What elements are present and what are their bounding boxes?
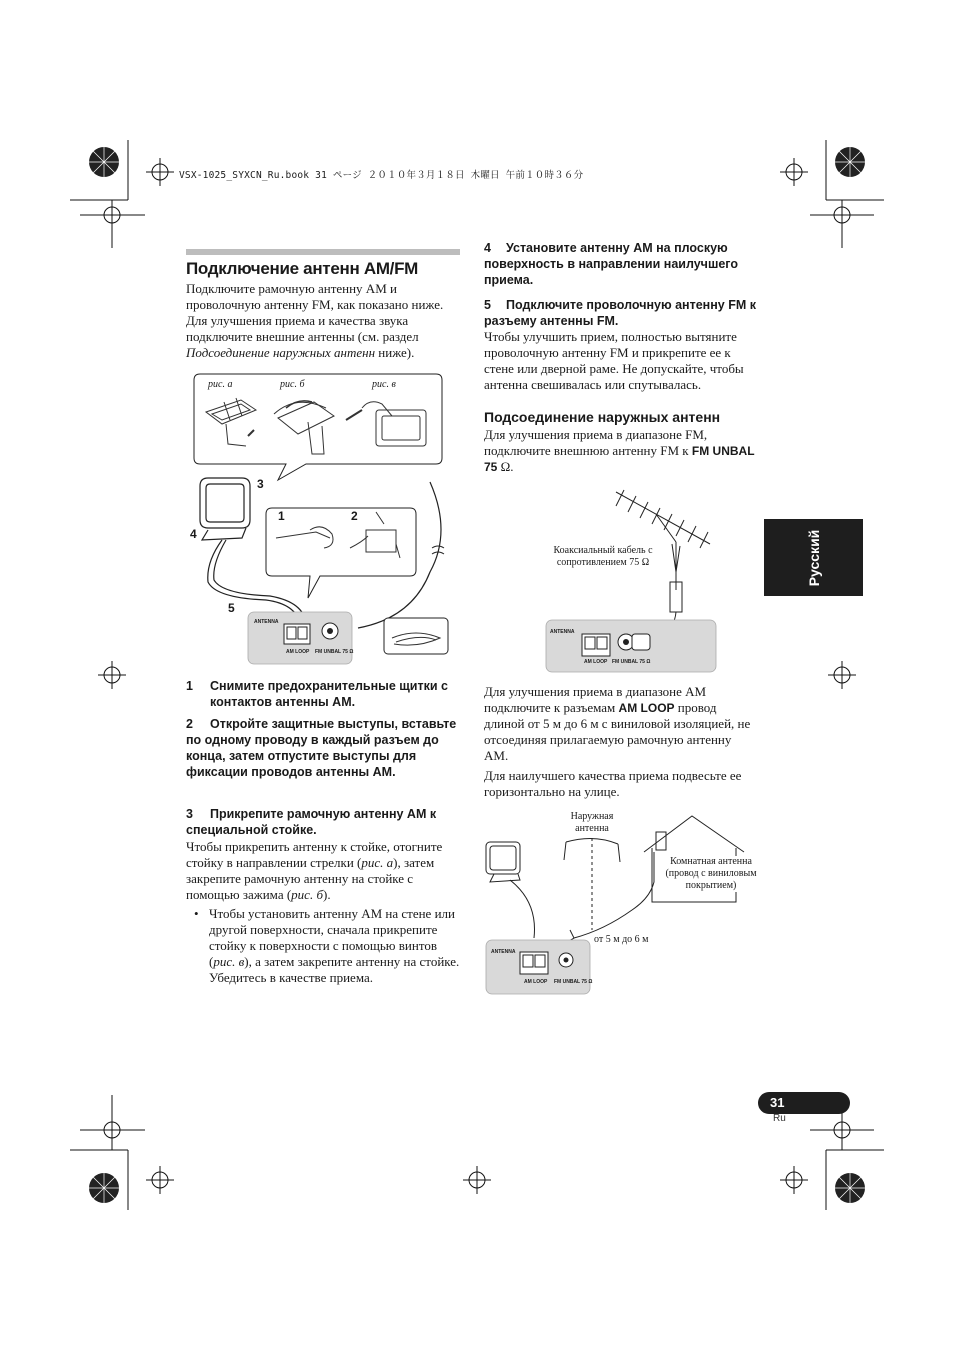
indoor-label-line-1: Комнатная антенна bbox=[670, 856, 752, 867]
step-3 bbox=[186, 806, 460, 838]
callout-2: 2 bbox=[351, 509, 358, 523]
intro-paragraph bbox=[186, 281, 460, 361]
fm-fig-antenna-label: ANTENNA bbox=[550, 629, 575, 635]
step-4 bbox=[484, 240, 758, 288]
intro-link-text: Подсоединение наружных антенн bbox=[186, 345, 376, 360]
fm-unbal-panel-label: FM UNBAL 75 Ω bbox=[315, 649, 354, 655]
language-tab bbox=[764, 519, 863, 596]
step-3-body-text-3: ). bbox=[322, 887, 331, 902]
page-number-badge bbox=[758, 1092, 850, 1114]
step-1-text: Снимите предохранительные щитки с контактов антенны AM. bbox=[210, 679, 448, 709]
outdoor-label-line-1: Наружная bbox=[570, 811, 614, 822]
outdoor-antenna-label bbox=[562, 811, 622, 835]
am-outdoor-antenna-figure bbox=[484, 812, 760, 996]
fm-text: Для улучшения приема в диапазоне FM, подключите внешнюю антенну FM к bbox=[484, 427, 708, 458]
callout-3: 3 bbox=[257, 477, 264, 491]
section-rule bbox=[186, 249, 460, 255]
step-5 bbox=[484, 297, 758, 329]
callout-5: 5 bbox=[228, 601, 235, 615]
step-3-text: Прикрепите рамочную антенну AM к специальной стойке. bbox=[186, 807, 437, 837]
callout-1: 1 bbox=[278, 509, 285, 523]
wire-length-label: от 5 м до 6 м bbox=[594, 934, 649, 945]
fm-outdoor-antenna-figure bbox=[544, 484, 764, 674]
subsection-title: Подсоединение наружных антенн bbox=[484, 409, 721, 425]
page-number: 31 bbox=[770, 1095, 785, 1110]
am-fig-antenna-label: ANTENNA bbox=[491, 949, 516, 955]
am-hang-paragraph: Для наилучшего качества приема подвесьте ее горизонтально на улице. bbox=[484, 768, 742, 799]
step-5-text: Подключите проволочную антенну FM к разъему антенны FM. bbox=[484, 298, 756, 328]
step-3-number: 3 bbox=[186, 807, 193, 821]
outdoor-label-line-2: антенна bbox=[575, 823, 609, 834]
step-3-fig-ref-b: рис. б bbox=[291, 887, 323, 902]
fm-terminal-name: FM UNBAL 75 bbox=[484, 444, 755, 474]
intro-text-end: ниже). bbox=[375, 345, 415, 360]
indoor-label-line-3: покрытием) bbox=[685, 880, 737, 891]
step-3-body bbox=[186, 839, 460, 903]
bullet-text-2: ), а затем закрепите антенну на стойке. Убедитесь в качестве приема. bbox=[209, 954, 460, 985]
am-text-end: провод длиной от 5 м до 6 м с виниловой изоляцией, не отсоединяя прилагаемую рамочную антенну AM. bbox=[484, 700, 751, 763]
bullet-text bbox=[209, 906, 461, 986]
fm-outdoor-paragraph bbox=[484, 427, 758, 475]
fig-a-label: рис. а bbox=[208, 379, 233, 390]
step-3-fig-ref-a: рис. а bbox=[361, 855, 394, 870]
indoor-label-line-2: (провод с виниловым bbox=[665, 868, 757, 879]
fm-text-end: Ω. bbox=[497, 459, 514, 474]
antenna-panel-label: ANTENNA bbox=[254, 619, 279, 625]
step-2-text: Откройте защитные выступы, вставьте по одному проводу в каждый разъем до конца, затем отпустите выступы для фиксации проводов антенны AM. bbox=[186, 717, 457, 779]
fig-c-label: рис. в bbox=[372, 379, 396, 390]
coax-label-line-2: сопротивлением 75 Ω bbox=[556, 557, 650, 568]
am-outdoor-paragraph bbox=[484, 684, 758, 764]
am-fig-am-loop-label: AM LOOP bbox=[524, 979, 548, 985]
step-2-number: 2 bbox=[186, 717, 193, 731]
callout-4: 4 bbox=[190, 527, 197, 541]
coax-label bbox=[544, 545, 662, 569]
bullet-text-1: Чтобы установить антенну AM на стене или другой поверхности, сначала прикрепите стойку к поверхности с помощью винтов ( bbox=[209, 906, 455, 969]
fm-fig-fm-unbal-label: FM UNBAL 75 Ω bbox=[612, 659, 651, 665]
am-fig-fm-unbal-label: FM UNBAL 75 Ω bbox=[554, 979, 593, 985]
step-1-number: 1 bbox=[186, 679, 193, 693]
step-3-body-text-2: ), затем закрепите рамочную антенну на стойке с помощью зажима ( bbox=[186, 855, 435, 902]
section-title: Подключение антенн AM/FM bbox=[186, 259, 419, 278]
page-language: Ru bbox=[773, 1113, 786, 1124]
step-5-body: Чтобы улучшить прием, полностью вытяните проволочную антенну FM и прикрепите ее к стене или дверной раме. Не допускайте, чтобы антенна свешивалась или спутывалась. bbox=[484, 329, 744, 392]
fig-b-label: рис. б bbox=[280, 379, 305, 390]
bullet-mark: • bbox=[194, 906, 199, 921]
language-tab-label: Русский bbox=[805, 529, 822, 586]
step-2 bbox=[186, 716, 460, 780]
step-4-number: 4 bbox=[484, 241, 491, 255]
step-4-text: Установите антенну AM на плоскую поверхность в направлении наилучшего приема. bbox=[484, 241, 738, 287]
print-header: VSX-1025_SYXCN_Ru.book 31 ページ ２０１０年３月１８日 木曜日 午前１０時３６分 bbox=[179, 170, 584, 181]
fm-fig-am-loop-label: AM LOOP bbox=[584, 659, 608, 665]
am-fm-connection-figure bbox=[186, 372, 452, 668]
coax-label-line-1: Коаксиальный кабель с bbox=[553, 545, 653, 556]
step-1 bbox=[186, 678, 460, 710]
step-3-body-text: Чтобы прикрепить антенну к стойке, отогните стойку в направлении стрелки ( bbox=[186, 839, 443, 870]
bullet-fig-ref-c: рис. в bbox=[213, 954, 245, 969]
intro-text: Подключите рамочную антенну AM и проволочную антенну FM, как показано ниже. Для улучшения приема и качества звука подключите внешние антенны (см. раздел bbox=[186, 281, 444, 344]
step-5-number: 5 bbox=[484, 298, 491, 312]
indoor-antenna-label bbox=[664, 856, 758, 892]
am-terminal-name: AM LOOP bbox=[618, 701, 675, 715]
am-loop-panel-label: AM LOOP bbox=[286, 649, 310, 655]
am-text: Для улучшения приема в диапазоне AM подключите к разъемам bbox=[484, 684, 707, 715]
